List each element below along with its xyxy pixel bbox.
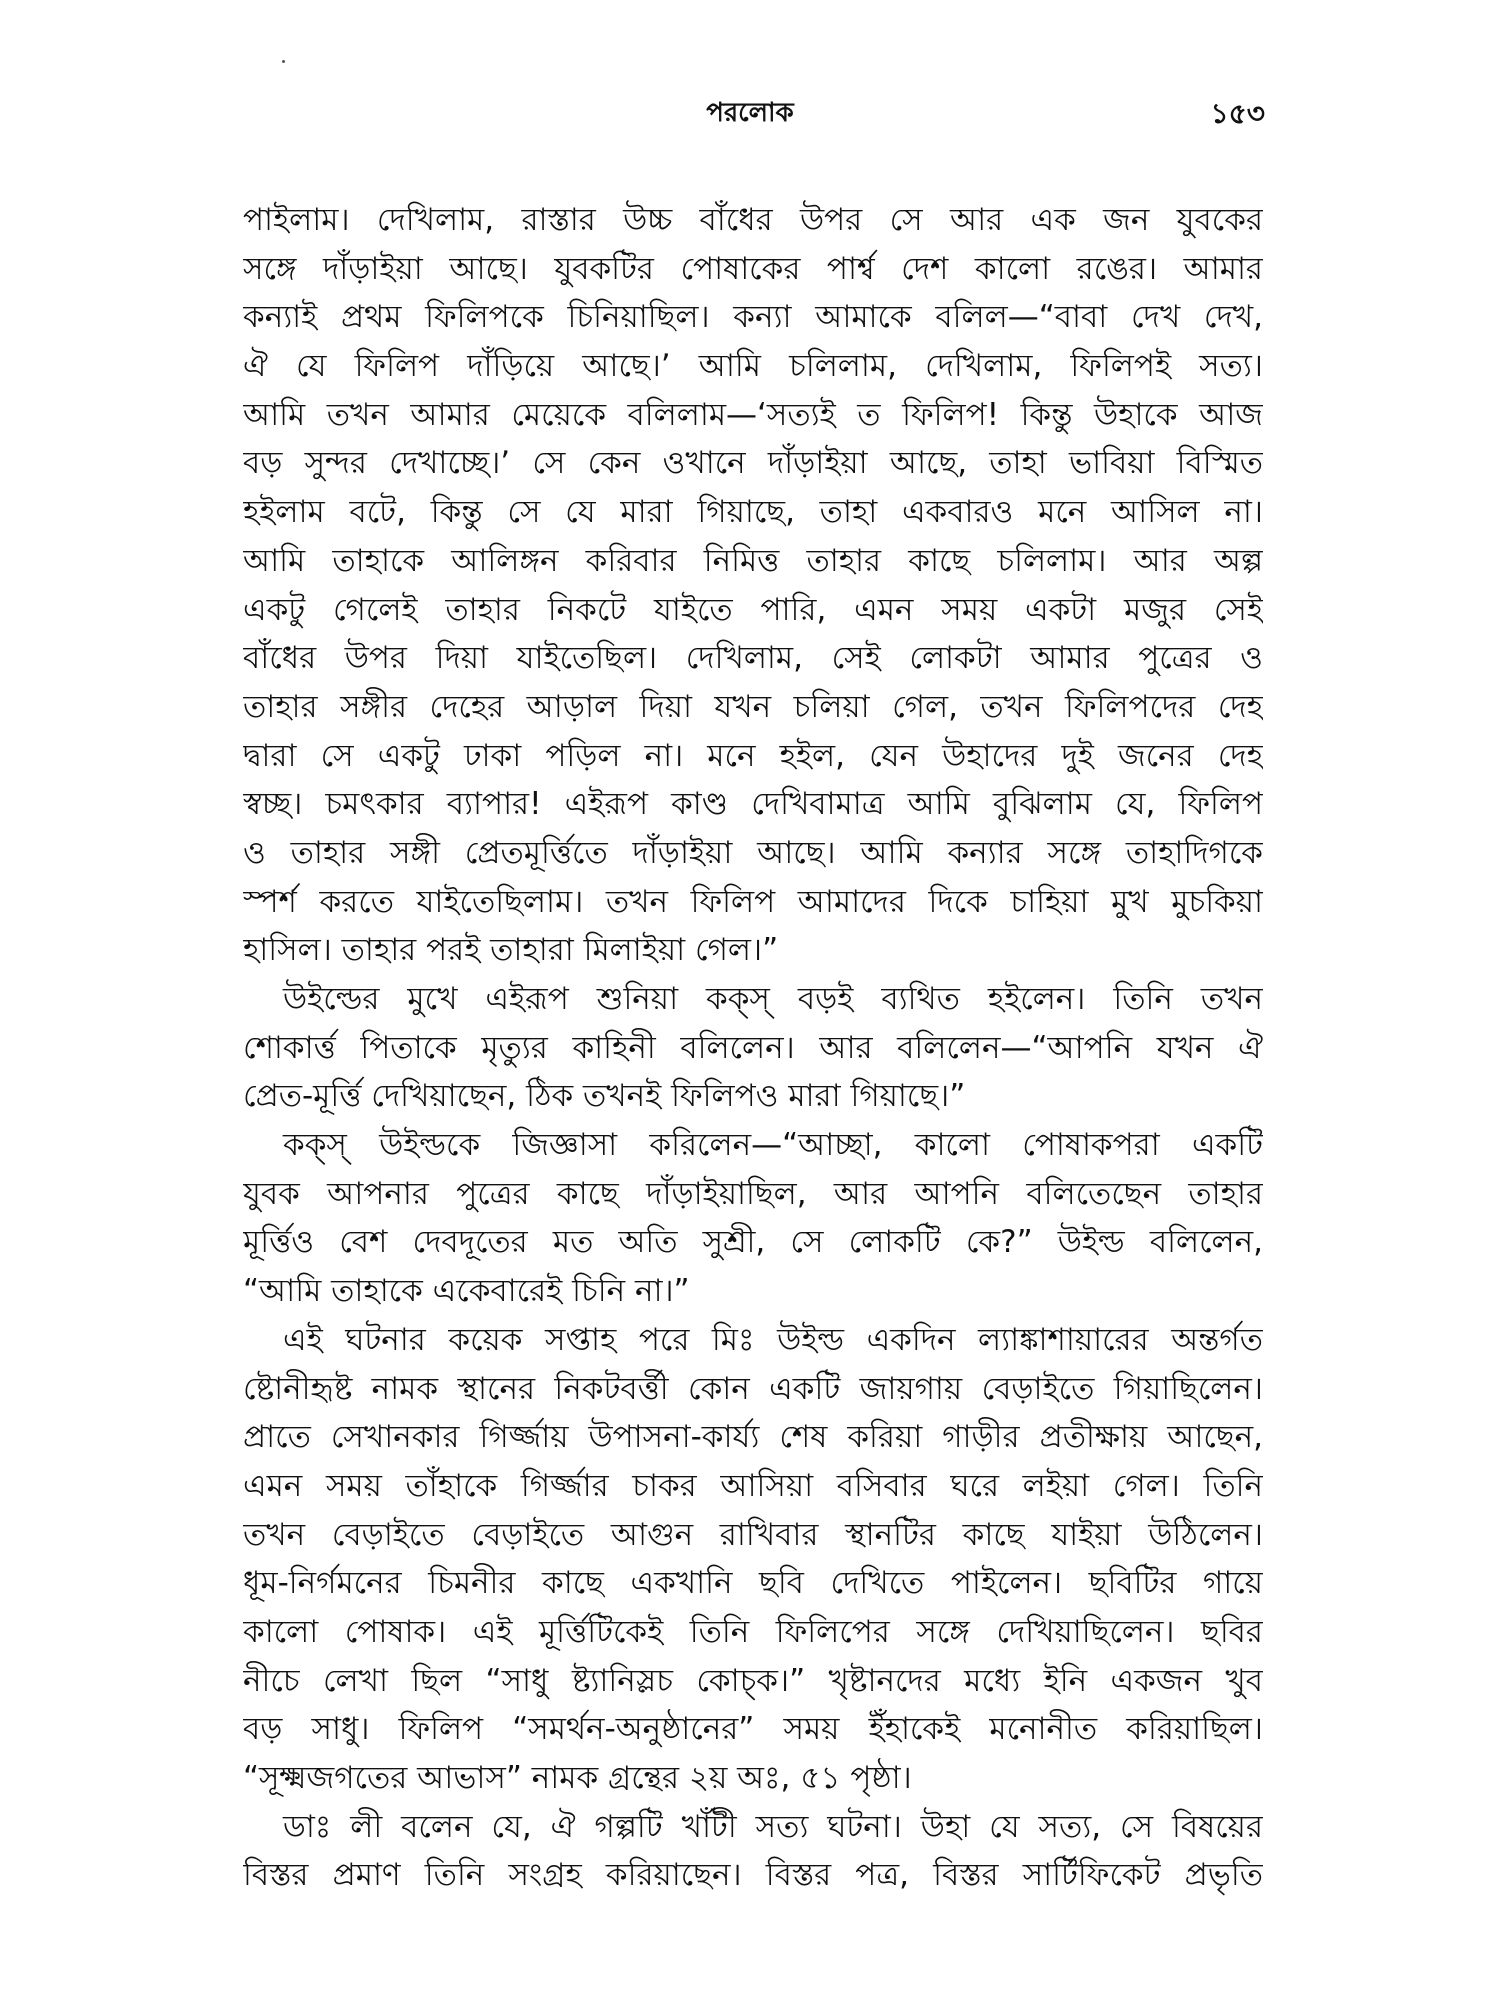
text-line: ডাঃ লী বলেন যে, ঐ গল্পটি খাঁটী সত্য ঘটনা। উহা যে সত্য, সে বিষয়ের (283, 1808, 1263, 1845)
text-line: পাইলাম। দেখিলাম, রাস্তার উচ্চ বাঁধের উপর সে আর এক জন যুবকের (243, 202, 1263, 238)
text-line: বাঁধের উপর দিয়া যাইতেছিল। দেখিলাম, সেই লোকটা আমার পুত্রের ও (243, 640, 1263, 677)
text-line: কক্স্ উইল্ডকে জিজ্ঞাসা করিলেন—“আচ্ছা, কালো পোষাকপরা একটি (283, 1127, 1263, 1164)
paragraph (243, 196, 1263, 975)
text-line: ও তাহার সঙ্গী প্রেতমূর্ত্তিতে দাঁড়াইয়া আছে। আমি কন্যার সঙ্গে তাহাদিগকে (243, 834, 1263, 871)
text-line: স্পর্শ করতে যাইতেছিলাম। তখন ফিলিপ আমাদের দিকে চাহিয়া মুখ মুচকিয়া (243, 883, 1263, 920)
text-line: একটু গেলেই তাহার নিকটে যাইতে পারি, এমন সময় একটা মজুর সেই (243, 591, 1263, 628)
text-line: আমি তাহাকে আলিঙ্গন করিবার নিমিত্ত তাহার কাছে চলিলাম। আর অল্প (243, 542, 1263, 579)
body-text (243, 196, 1263, 1916)
text-line: প্রেত-মূর্ত্তি দেখিয়াছেন, ঠিক তখনই ফিলিপও মারা গিয়াছে।” (243, 1078, 966, 1115)
page-header (235, 92, 1265, 132)
text-line: কন্যাই প্রথম ফিলিপকে চিনিয়াছিল। কন্যা আমাকে বলিল—“বাবা দেখ দেখ, (243, 299, 1263, 336)
text-line: মূর্ত্তিও বেশ দেবদূতের মত অতি সুশ্রী, সে লোকটি কে?” উইল্ড বলিলেন, (243, 1224, 1263, 1261)
paragraph (243, 1121, 1263, 1316)
text-line: তাহার সঙ্গীর দেহের আড়াল দিয়া যখন চলিয়া গেল, তখন ফিলিপদের দেহ (243, 688, 1263, 725)
text-line: যুবক আপনার পুত্রের কাছে দাঁড়াইয়াছিল, আর আপনি বলিতেছেন তাহার (243, 1175, 1263, 1212)
text-line: কালো পোষাক। এই মূর্ত্তিটিকেই তিনি ফিলিপের সঙ্গে দেখিয়াছিলেন। ছবির (243, 1613, 1263, 1650)
text-line: ধূম-নির্গমনের চিমনীর কাছে একখানি ছবি দেখিতে পাইলেন। ছবিটির গায়ে (243, 1565, 1263, 1602)
text-line: হাসিল। তাহার পরই তাহারা মিলাইয়া গেল।” (243, 932, 779, 969)
text-line: হইলাম বটে, কিন্তু সে যে মারা গিয়াছে, তাহা একবারও মনে আসিল না। (243, 494, 1263, 531)
text-line: এমন সময় তাঁহাকে গির্জ্জার চাকর আসিয়া বসিবার ঘরে লইয়া গেল। তিনি (243, 1467, 1263, 1504)
text-line: বড় সাধু। ফিলিপ “সমর্থন-অনুষ্ঠানের” সময় ইঁহাকেই মনোনীত করিয়াছিল। (243, 1711, 1263, 1748)
paragraph (243, 975, 1263, 1121)
text-line: “সূক্ষ্মজগতের আভাস” নামক গ্রন্থের ২য় অঃ, ৫১ পৃষ্ঠা। (243, 1760, 912, 1796)
page-number: ১৫৩ (1210, 97, 1265, 130)
text-line: শোকার্ত্ত পিতাকে মৃত্যুর কাহিনী বলিলেন। আর বলিলেন—“আপনি যখন ঐ (243, 1029, 1263, 1066)
text-line: “আমি তাহাকে একেবারেই চিনি না।” (243, 1273, 690, 1310)
paragraph (243, 1803, 1263, 1900)
text-line: দ্বারা সে একটু ঢাকা পড়িল না। মনে হইল, যেন উহাদের দুই জনের দেহ (243, 737, 1263, 774)
text-line: প্রাতে সেখানকার গির্জ্জায় উপাসনা-কার্য্য শেষ করিয়া গাড়ীর প্রতীক্ষায় আছেন, (243, 1419, 1263, 1456)
text-line: ষ্টোনীহৃষ্ট নামক স্থানের নিকটবর্ত্তী কোন একটি জায়গায় বেড়াইতে গিয়াছিলেন। (243, 1370, 1263, 1407)
text-line: সঙ্গে দাঁড়াইয়া আছে। যুবকটির পোষাকের পার্শ্ব দেশ কালো রঙের। আমার (243, 250, 1263, 287)
text-line: ঐ যে ফিলিপ দাঁড়িয়ে আছে।’ আমি চলিলাম, দেখিলাম, ফিলিপই সত্য। (243, 348, 1263, 385)
paper-speck (282, 60, 285, 63)
text-line: নীচে লেখা ছিল “সাধু ষ্ট্যানিস্লচ কোচ্ক।” খৃষ্টানদের মধ্যে ইনি একজন খুব (243, 1662, 1263, 1699)
text-line: আমি তখন আমার মেয়েকে বলিলাম—‘সত্যই ত ফিলিপ! কিন্তু উহাকে আজ (243, 396, 1263, 433)
text-line: এই ঘটনার কয়েক সপ্তাহ পরে মিঃ উইল্ড একদিন ল্যাঙ্কাশায়ারের অন্তর্গত (283, 1321, 1263, 1358)
running-title: পরলোক (706, 98, 794, 128)
text-line: স্বচ্ছ। চমৎকার ব্যাপার! এইরূপ কাণ্ড দেখিবামাত্র আমি বুঝিলাম যে, ফিলিপ (243, 786, 1263, 823)
text-line: বড় সুন্দর দেখাচ্ছে।’ সে কেন ওখানে দাঁড়াইয়া আছে, তাহা ভাবিয়া বিস্মিত (243, 445, 1263, 482)
text-line: তখন বেড়াইতে বেড়াইতে আগুন রাখিবার স্থানটির কাছে যাইয়া উঠিলেন। (243, 1516, 1263, 1553)
text-line: বিস্তর প্রমাণ তিনি সংগ্রহ করিয়াছেন। বিস্তর পত্র, বিস্তর সার্টিফিকেট প্রভৃতি (243, 1857, 1263, 1894)
paragraph (243, 1316, 1263, 1803)
text-line: উইল্ডের মুখে এইরূপ শুনিয়া কক্স্ বড়ই ব্যথিত হইলেন। তিনি তখন (283, 981, 1263, 1017)
